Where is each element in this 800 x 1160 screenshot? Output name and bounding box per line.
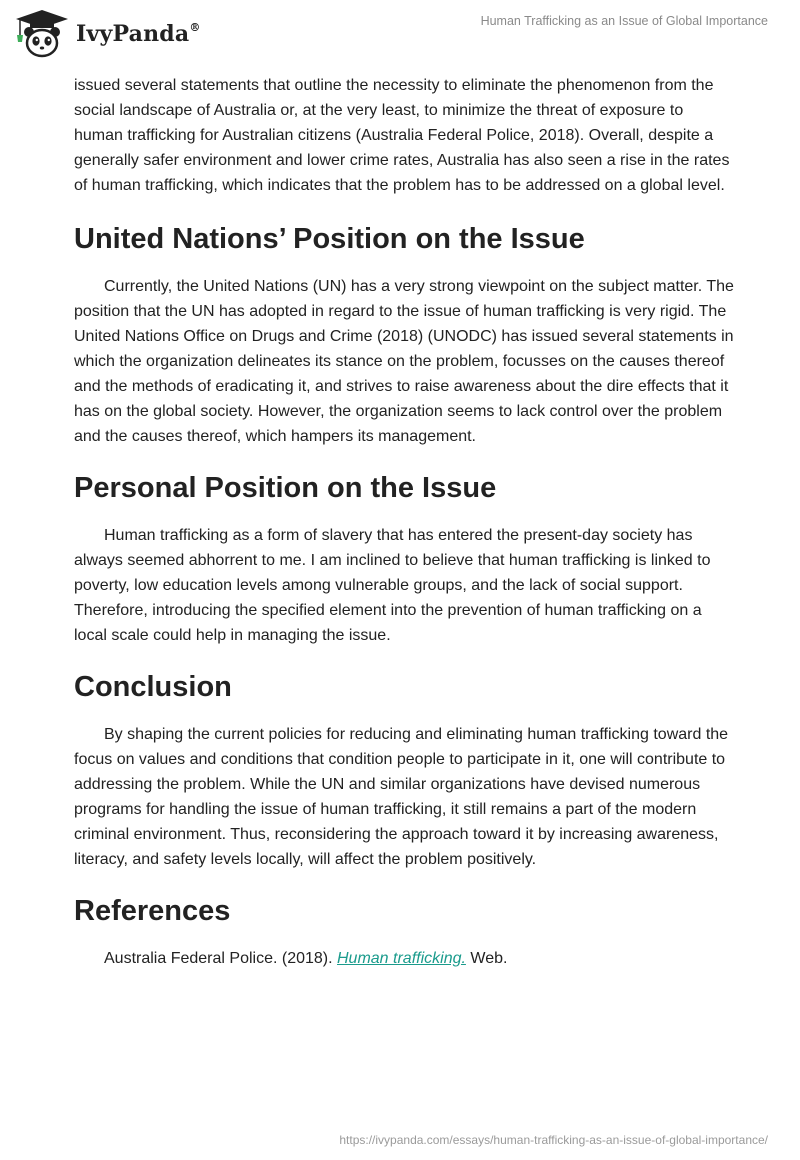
running-title: Human Trafficking as an Issue of Global Importance (480, 14, 768, 28)
reference-prefix: Australia Federal Police. (2018). (104, 950, 337, 967)
reference-link[interactable]: Human trafficking. (337, 950, 466, 967)
panda-graduate-icon (14, 8, 70, 60)
heading-un-position: United Nations’ Position on the Issue (74, 223, 585, 255)
registered-mark: ® (189, 20, 201, 34)
footer-url[interactable]: https://ivypanda.com/essays/human-trafficking-as-an-issue-of-global-importance/ (339, 1133, 768, 1147)
reference-suffix: Web. (465, 950, 508, 967)
logo-wordmark: IvyPanda® (76, 20, 201, 47)
reference-item (74, 946, 734, 971)
paragraph-un-position: Currently, the United Nations (UN) has a very strong viewpoint on the subject matter. The position that the UN has adopted in regard to the issue of human trafficking is very rigid. The United Nations Office on Drugs and Crime (2018) (UNODC) has issued several statements in which the organization delineates its stance on the problem, focusses on the causes thereof and the methods of eradicating it, and strives to raise awareness about the dire effects that it has on the global society. However, the organization seems to lack control over the problem and the causes thereof, which hampers its management. (74, 278, 734, 445)
page-header (0, 0, 800, 70)
ivypanda-logo[interactable] (14, 6, 234, 62)
heading-references: References (74, 895, 231, 927)
paragraph-conclusion: By shaping the current policies for reducing and eliminating human trafficking toward the focus on values and conditions that condition people to participate in it, one will contribute to addressing the problem. While the UN and similar organizations have devised numerous programs for handling the issue of human trafficking, it still remains a part of the modern criminal environment. Thus, reconsidering the approach toward it by increasing awareness, literacy, and safety levels locally, will affect the problem positively. (74, 726, 729, 868)
paragraph-personal-position: Human trafficking as a form of slavery that has entered the present-day society has always seemed abhorrent to me. I am inclined to believe that human trafficking is linked to poverty, low education levels among vulnerable groups, and the lack of social support. Therefore, introducing the specified element into the prevention of human trafficking on a local scale could help in managing the issue. (74, 527, 711, 644)
heading-personal-position: Personal Position on the Issue (74, 472, 497, 504)
heading-conclusion: Conclusion (74, 671, 232, 703)
intro-paragraph: issued several statements that outline the necessity to eliminate the phenomenon from the social landscape of Australia or, at the very least, to minimize the threat of exposure to human trafficking for Australian citizens (Australia Federal Police, 2018). Overall, despite a generally safer environment and lower crime rates, Australia has also seen a rise in the rates of human trafficking, which indicates that the problem has to be addressed on a global level. (74, 77, 730, 194)
essay-body (74, 70, 734, 971)
